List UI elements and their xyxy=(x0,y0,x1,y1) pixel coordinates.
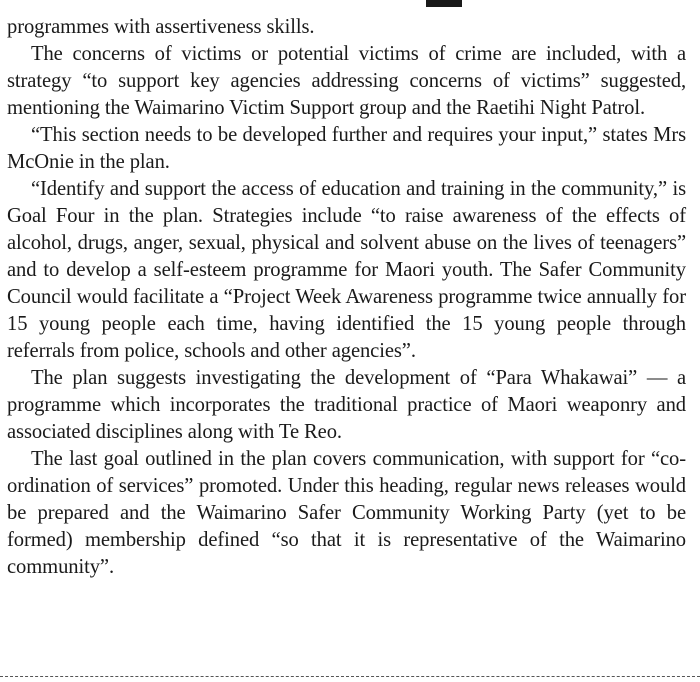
article-paragraph-victims: The concerns of victims or potential victims of crime are included, with a strategy “to support key agencies addressing concerns of victims” suggested, mentioning the Waimarino Victim Support group and the Raetihi Night Patrol. xyxy=(7,43,686,119)
article-paragraph-goal-four: “Identify and support the access of education and training in the community,” is Goal Four in the plan. Strategies include “to raise awareness of the effects of alcohol, drugs, anger, sexual, physical and solvent abuse on the lives of teenagers” and to develop a self-esteem programme for Maori youth. The Safer Community Council would facilitate a “Project Week Awareness programme twice annually for 15 young people each time, having identified the 15 young people through referrals from police, schools and other agencies”. xyxy=(7,178,686,362)
column-bottom-rule xyxy=(0,676,700,677)
article-column xyxy=(7,14,686,581)
article-paragraph-para-whakawai: The plan suggests investigating the development of “Para Whakawai” — a programme which incorporates the traditional practice of Maori weaponry and associated disciplines along with Te Reo. xyxy=(7,367,686,443)
article-paragraph-input-quote: “This section needs to be developed further and requires your input,” states Mrs McOnie in the plan. xyxy=(7,124,686,173)
article-paragraph-communication: The last goal outlined in the plan covers communication, with support for “co-ordination of services” promoted. Under this heading, regular news releases would be prepared and the Waimarino Safer Community Working Party (yet to be formed) membership defined “so that it is representative of the Waimarino community”. xyxy=(7,448,686,578)
column-top-mark xyxy=(426,0,462,7)
article-paragraph-continued: programmes with assertiveness skills. xyxy=(7,16,315,38)
